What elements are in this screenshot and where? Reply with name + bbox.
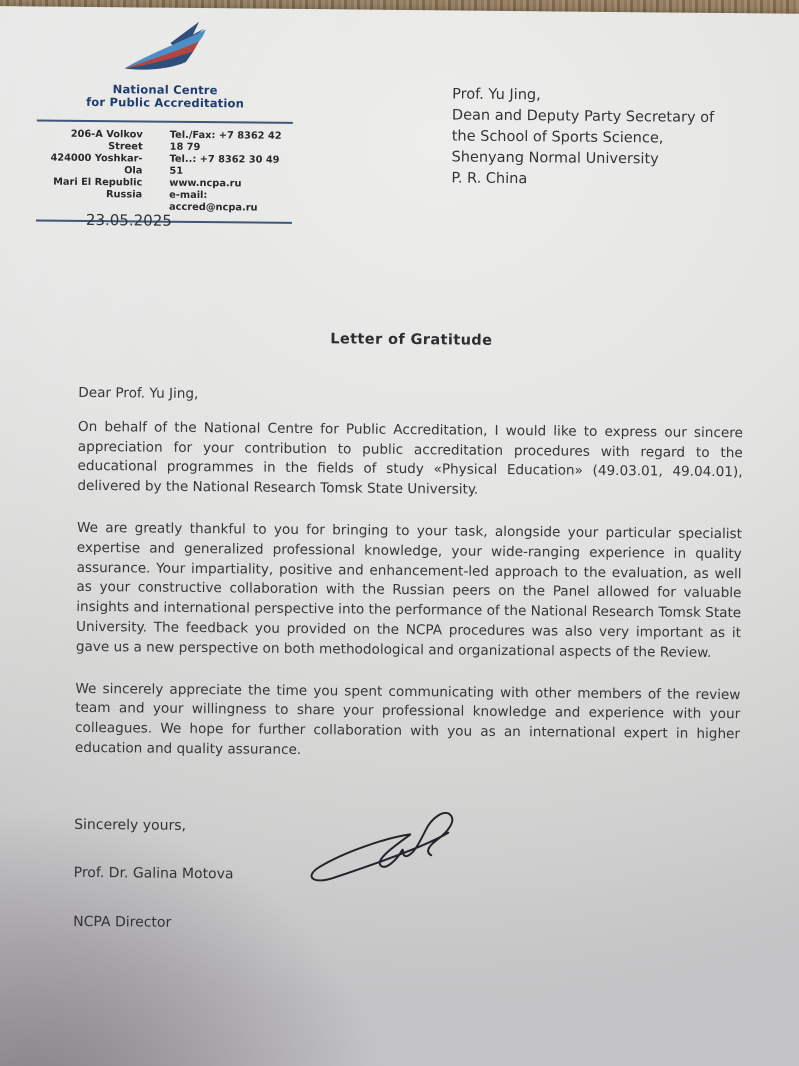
address-line: Mari El Republic <box>53 176 143 189</box>
paragraph-2: We are greatly thankful to you for bringing to your task, alongside your particular specialist expertise and generalized professional knowledge, your wide-ranging experience in quality assurance. Your impartiality, positive and enhancement-led approach to the evaluation, as well as your constructive collaboration with the Russian peers on the Panel allowed for valuable insights and international perspective into the performance of the National Research Tomsk State University. The feedback you provided on the NCPA procedures was also very important as it gave us a new perspective on both methodological and organizational aspects of the Review. <box>75 519 743 661</box>
letterhead-contacts <box>36 128 293 214</box>
recipient-line: Dean and Deputy Party Secretary of <box>451 107 715 126</box>
paragraph-3: We sincerely appreciate the time you spent communicating with other members of the review team and your willingness to share your professional knowledge and experience with your colleagues. We hope for further collaboration with you as an international expert in higher education and quality assurance. <box>74 680 741 758</box>
letter-date: 23.05.2025 <box>85 210 172 230</box>
address-block <box>36 128 143 213</box>
signature-scribble <box>299 801 458 895</box>
org-name-line2: for Public Accreditation <box>86 94 245 111</box>
letter-body <box>75 384 744 765</box>
contact-line: e-mail: accred@ncpa.ru <box>169 189 258 214</box>
address-line: Russia <box>105 189 143 201</box>
signer-name: Prof. Dr. Galina Motova <box>73 864 234 883</box>
signer-title: NCPA Director <box>73 913 172 931</box>
recipient-line: P. R. China <box>451 170 528 188</box>
letter-document <box>0 6 799 1066</box>
letterhead-rule-top <box>37 119 293 123</box>
letterhead <box>36 18 294 223</box>
recipient-line: Shenyang Normal University <box>451 149 659 168</box>
address-line: 424000 Yoshkar-Ola <box>50 152 143 177</box>
recipient-line: the School of Sports Science, <box>451 128 664 147</box>
letter-title: Letter of Gratitude <box>330 331 493 349</box>
recipient-line: Prof. Yu Jing, <box>452 86 541 104</box>
contact-block <box>169 130 293 215</box>
contact-line: Tel./Fax: +7 8362 42 18 79 <box>169 129 282 154</box>
salutation: Dear Prof. Yu Jing, <box>78 384 199 403</box>
org-name-line1: National Centre <box>112 82 218 98</box>
ncpa-logo-icon <box>113 19 219 82</box>
contact-line: Tel..: +7 8362 30 49 51 <box>169 153 280 177</box>
contact-line: www.ncpa.ru <box>169 177 242 190</box>
valediction: Sincerely yours, <box>74 816 187 834</box>
address-line: 206-A Volkov Street <box>70 128 143 153</box>
recipient-block <box>451 84 752 192</box>
paragraph-1: On behalf of the National Centre for Public Accreditation, I would like to express our sincere appreciation for your contribution to public accreditation procedures with regard to the educational programmes in the fields of study «Physical Education» (49.03.01, 49.04.01), delivered by the National Research Tomsk State University. <box>77 418 744 498</box>
org-name <box>37 82 293 110</box>
